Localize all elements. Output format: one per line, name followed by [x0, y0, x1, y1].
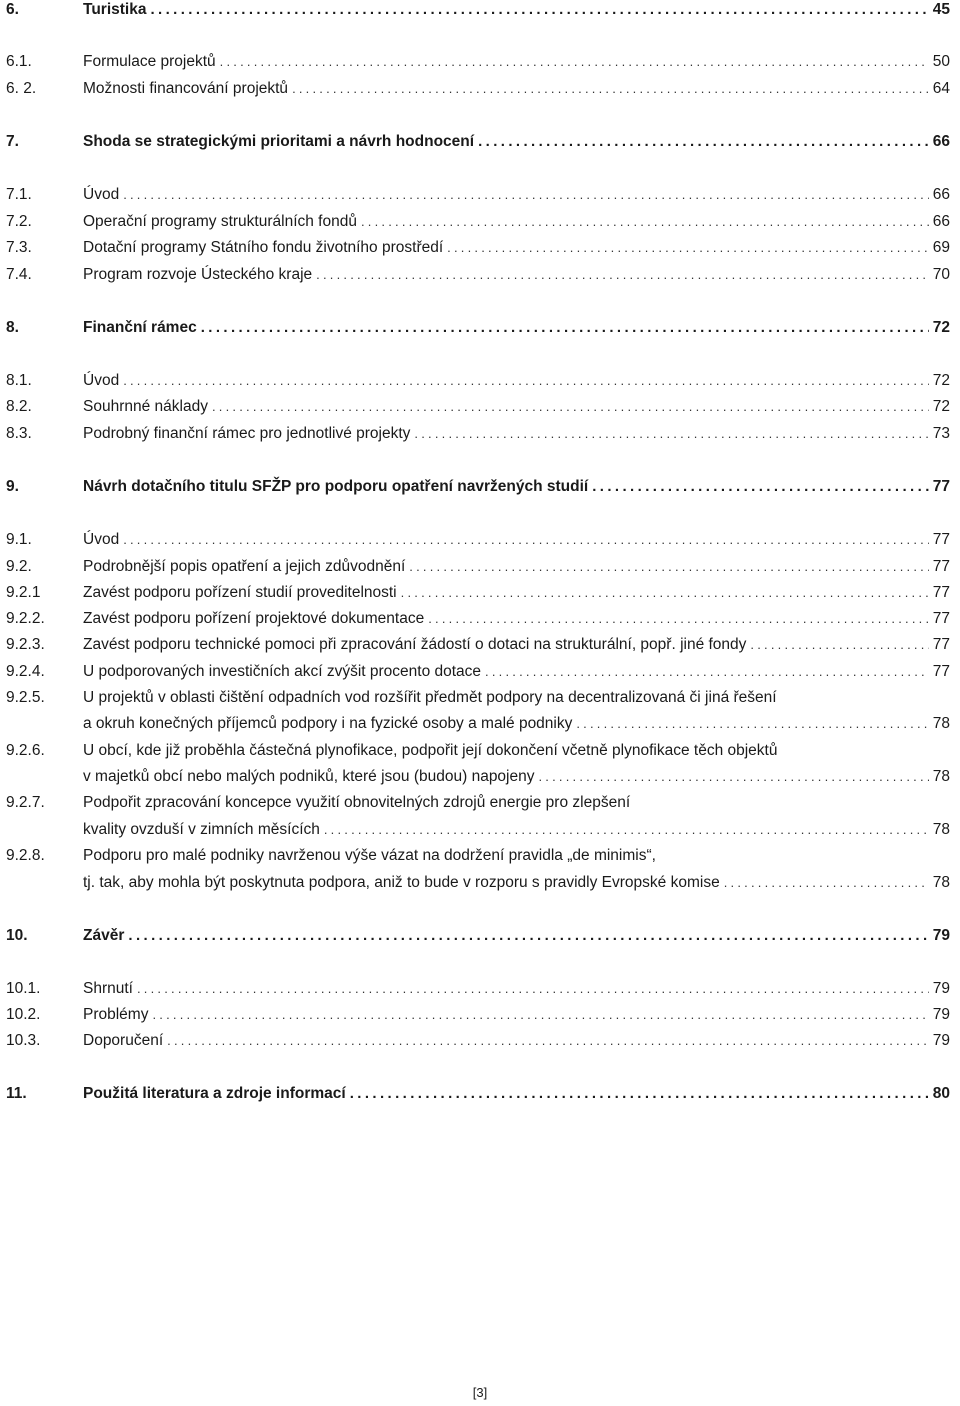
dot-leader [123, 369, 929, 393]
dot-leader [478, 130, 929, 154]
toc-entry-title: Úvod [83, 372, 120, 389]
toc-entry-title: U podporovaných investičních akcí zvýšit procento dotace [83, 663, 482, 680]
toc-entry[interactable] [6, 528, 950, 552]
toc-entry-first-line [6, 686, 950, 710]
dot-leader [576, 712, 928, 736]
dot-leader [220, 50, 929, 74]
toc-entry-title: Problémy [83, 1006, 149, 1023]
toc-entry-page: 77 [932, 531, 950, 548]
toc-entry-page: 80 [932, 1085, 950, 1102]
dot-leader [428, 607, 929, 631]
toc-entry-page: 78 [932, 874, 950, 891]
toc-entry-number: 10.1. [6, 980, 41, 997]
toc-entry[interactable] [6, 633, 950, 657]
toc-entry[interactable] [6, 712, 950, 736]
toc-entry-page: 77 [932, 558, 950, 575]
page-number: [3] [472, 1385, 488, 1400]
toc-entry-page: 70 [932, 266, 950, 283]
toc-entry-page: 79 [932, 1006, 950, 1023]
toc-entry-title: Možnosti financování projektů [83, 80, 289, 97]
toc-entry-title: Použitá literatura a zdroje informací [83, 1085, 346, 1102]
toc-entry[interactable] [6, 395, 950, 419]
dot-leader [212, 395, 929, 419]
toc-entry-number: 6.1. [6, 53, 32, 70]
toc-entry[interactable] [6, 871, 950, 895]
toc-entry-page: 72 [932, 372, 950, 389]
toc-entry-title-line1: Podpořit zpracování koncepce využití obnovitelných zdrojů energie pro zlepšení [83, 794, 631, 811]
toc-entry-page: 73 [932, 425, 950, 442]
toc-entry-first-line [6, 791, 950, 815]
dot-leader [350, 1082, 929, 1106]
toc-entry-page: 66 [932, 186, 950, 203]
toc-entry-title: Návrh dotačního titulu SFŽP pro podporu opatření navržených studií [83, 478, 589, 495]
toc-entry-page: 77 [932, 610, 950, 627]
toc-entry-title: Podrobnější popis opatření a jejich zdůvodnění [83, 558, 406, 575]
toc-entry-title: Závěr [83, 927, 125, 944]
toc-entry-number: 8.3. [6, 425, 32, 442]
dot-leader [414, 422, 928, 446]
toc-entry-title-line1: U projektů v oblasti čištění odpadních vod rozšířit předmět podpory na decentralizovaná či jiná řešení [83, 689, 777, 706]
dot-leader [361, 210, 929, 234]
toc-entry-page: 72 [932, 319, 950, 336]
toc-entry-title: a okruh konečných příjemců podpory i na fyzické osoby a malé podniky [83, 715, 573, 732]
toc-entry-title: kvality ovzduší v zimních měsících [83, 821, 320, 838]
toc-entry-number: 6. 2. [6, 80, 37, 97]
toc-entry[interactable] [6, 369, 950, 393]
dot-leader [409, 555, 928, 579]
toc-entry-number: 8.1. [6, 372, 32, 389]
toc-entry[interactable] [6, 236, 950, 260]
dot-leader [167, 1029, 929, 1053]
dot-leader [128, 924, 928, 948]
toc-entry-first-line [6, 739, 950, 763]
toc-entry-title: Souhrnné náklady [83, 398, 208, 415]
toc-entry-number: 7.2. [6, 213, 32, 230]
toc-entry-page: 69 [932, 239, 950, 256]
toc-chapter-entry[interactable] [6, 1082, 950, 1106]
toc-entry-number: 9.1. [6, 531, 32, 548]
toc-chapter-entry[interactable] [6, 0, 950, 22]
toc-entry[interactable] [6, 77, 950, 101]
toc-chapter-entry[interactable] [6, 316, 950, 340]
dot-leader [123, 528, 929, 552]
dot-leader [485, 660, 929, 684]
toc-entry-page: 79 [932, 980, 950, 997]
toc-entry[interactable] [6, 1029, 950, 1053]
toc-entry-number: 7.1. [6, 186, 32, 203]
toc-entry-number: 9.2.2. [6, 610, 45, 627]
toc-chapter-entry[interactable] [6, 475, 950, 499]
toc-entry[interactable] [6, 422, 950, 446]
dot-leader [292, 77, 929, 101]
toc-entry[interactable] [6, 660, 950, 684]
toc-entry[interactable] [6, 581, 950, 605]
toc-entry-number: 6. [6, 1, 19, 18]
toc-entry-title: Zavést podporu pořízení projektové dokumentace [83, 610, 425, 627]
toc-entry-number: 7.3. [6, 239, 32, 256]
toc-entry-title-line1: Podporu pro malé podniky navrženou výše vázat na dodržení pravidla „de minimis“, [83, 847, 656, 864]
toc-chapter-entry[interactable] [6, 924, 950, 948]
toc-entry-title: Úvod [83, 186, 120, 203]
toc-entry-first-line [6, 844, 950, 868]
toc-entry[interactable] [6, 210, 950, 234]
toc-entry-title: Operační programy strukturálních fondů [83, 213, 357, 230]
toc-entry-title: Shrnutí [83, 980, 133, 997]
toc-entry-title: Program rozvoje Ústeckého kraje [83, 266, 313, 283]
toc-entry-number: 9.2.4. [6, 663, 45, 680]
toc-entry-page: 79 [932, 1032, 950, 1049]
toc-entry-page: 72 [932, 398, 950, 415]
toc-entry-title: Formulace projektů [83, 53, 216, 70]
dot-leader [750, 633, 928, 657]
toc-entry[interactable] [6, 555, 950, 579]
dot-leader [152, 1003, 928, 1027]
toc-chapter-entry[interactable] [6, 130, 950, 154]
toc-entry[interactable] [6, 607, 950, 631]
toc-entry-title: Zavést podporu pořízení studií proveditelnosti [83, 584, 397, 601]
toc-entry[interactable] [6, 977, 950, 1001]
toc-entry-page: 78 [932, 821, 950, 838]
dot-leader [201, 316, 929, 340]
toc-entry-number: 10. [6, 927, 28, 944]
toc-entry-title: Dotační programy Státního fondu životního prostředí [83, 239, 444, 256]
toc-entry-page: 77 [932, 636, 950, 653]
toc-entry-title: Zavést podporu technické pomoci při zpracování žádostí o dotaci na strukturální, popř. jiné fondy [83, 636, 747, 653]
toc-entry-title: v majetků obcí nebo malých podniků, které jsou (budou) napojeny [83, 768, 535, 785]
toc-entry[interactable] [6, 1003, 950, 1027]
toc-entry-page: 50 [932, 53, 950, 70]
toc-entry-page: 77 [932, 478, 950, 495]
toc-entry-number: 9.2.3. [6, 636, 45, 653]
toc-entry-page: 66 [932, 133, 950, 150]
toc-entry-number: 8.2. [6, 398, 32, 415]
toc-entry-page: 79 [932, 927, 950, 944]
dot-leader [592, 475, 929, 499]
dot-leader [539, 765, 929, 789]
toc-entry-title-line1: U obcí, kde již proběhla částečná plynofikace, podpořit její dokončení včetně plynofikace těch objektů [83, 742, 778, 759]
toc-entry-page: 64 [932, 80, 950, 97]
toc-entry-number: 9.2.1 [6, 584, 41, 601]
toc-entry-title: Doporučení [83, 1032, 164, 1049]
toc-entry-number: 8. [6, 319, 19, 336]
toc-entry[interactable] [6, 765, 950, 789]
dot-leader [324, 818, 929, 842]
toc-entry[interactable] [6, 183, 950, 207]
toc-entry-number: 7. [6, 133, 19, 150]
toc-entry-title: Turistika [83, 1, 147, 18]
toc-entry-number: 7.4. [6, 266, 32, 283]
dot-leader [316, 263, 929, 287]
dot-leader [123, 183, 929, 207]
dot-leader [150, 0, 928, 22]
toc-entry-title: Úvod [83, 531, 120, 548]
toc-entry[interactable] [6, 818, 950, 842]
toc-entry-page: 78 [932, 768, 950, 785]
toc-entry-page: 45 [932, 1, 950, 18]
toc-entry[interactable] [6, 263, 950, 287]
toc-entry-number: 10.3. [6, 1032, 41, 1049]
toc-entry-title: Podrobný finanční rámec pro jednotlivé projekty [83, 425, 411, 442]
toc-entry-title: Finanční rámec [83, 319, 197, 336]
dot-leader [137, 977, 929, 1001]
toc-entry-page: 77 [932, 584, 950, 601]
toc-entry[interactable] [6, 50, 950, 74]
toc-entry-number: 9.2. [6, 558, 32, 575]
toc-entry-title: Shoda se strategickými prioritami a návrh hodnocení [83, 133, 475, 150]
toc-entry-page: 77 [932, 663, 950, 680]
dot-leader [401, 581, 929, 605]
toc-entry-number: 9.2.5. [6, 689, 45, 706]
toc-entry-title: tj. tak, aby mohla být poskytnuta podpora, aniž to bude v rozporu s pravidly Evropské komise [83, 874, 720, 891]
toc-entry-page: 78 [932, 715, 950, 732]
dot-leader [724, 871, 929, 895]
toc-entry-page: 66 [932, 213, 950, 230]
toc-entry-number: 9. [6, 478, 19, 495]
toc-entry-number: 9.2.8. [6, 847, 45, 864]
toc-entry-number: 11. [6, 1085, 27, 1102]
toc-entry-number: 9.2.7. [6, 794, 45, 811]
toc-entry-number: 10.2. [6, 1006, 41, 1023]
toc-entry-number: 9.2.6. [6, 742, 45, 759]
dot-leader [447, 236, 929, 260]
